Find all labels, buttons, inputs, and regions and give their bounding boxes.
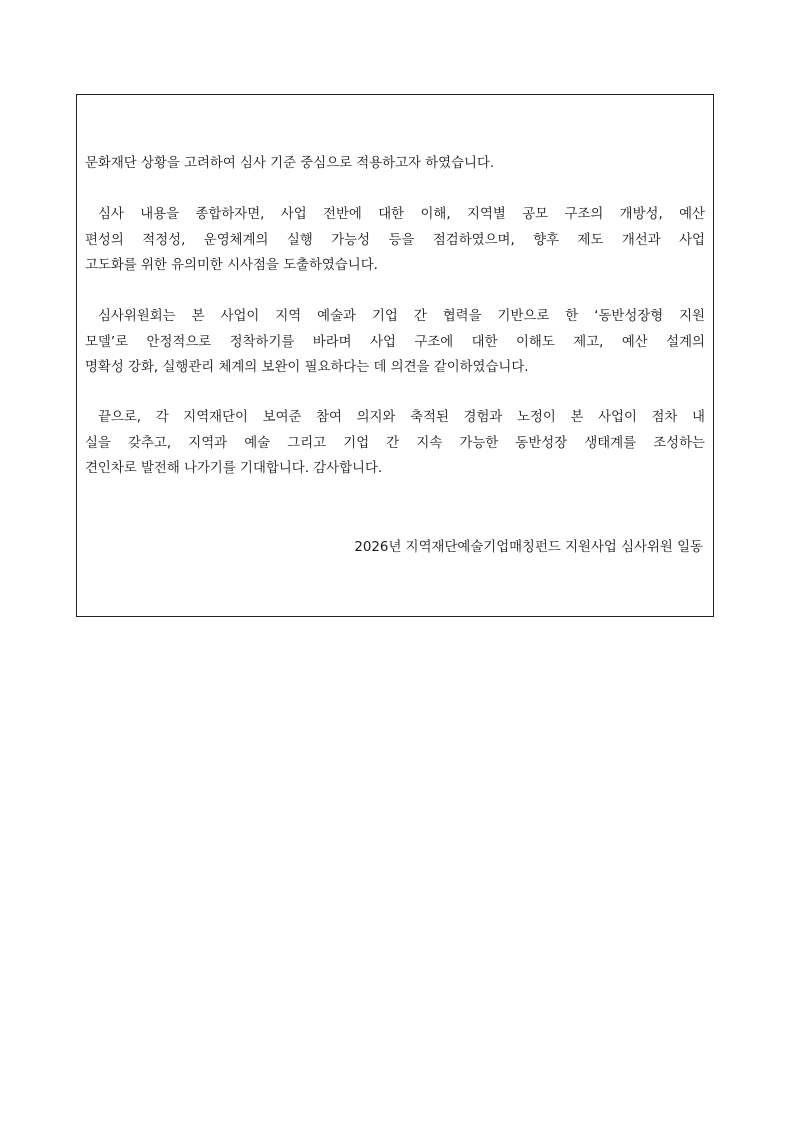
document-box <box>76 94 714 617</box>
paragraph-line: 심사 내용을 종합하자면, 사업 전반에 대한 이해, 지역별 공모 구조의 개방성, 예산 <box>98 207 705 222</box>
paragraph-line: 고도화를 위한 유의미한 시사점을 도출하였습니다. <box>85 258 378 273</box>
paragraph-line: 명확성 강화, 실행관리 체계의 보완이 필요하다는 데 의견을 같이하였습니다. <box>85 360 529 375</box>
paragraph-line: 모델’로 안정적으로 정착하기를 바라며 사업 구조에 대한 이해도 제고, 예산 설계의 <box>85 334 705 350</box>
signature-line: 2026년 지역재단예술기업매칭펀드 지원사업 심사위원 일동 <box>354 540 703 555</box>
paragraph-line: 실을 갖추고, 지역과 예술 그리고 기업 간 지속 가능한 동반성장 생태계를 조성하는 <box>85 435 705 451</box>
paragraph-4 <box>85 405 705 482</box>
paragraph-line: 견인차로 발전해 나가기를 기대합니다. 감사합니다. <box>85 461 383 476</box>
paragraph-3 <box>85 304 705 381</box>
paragraph-line: 문화재단 상황을 고려하여 심사 기준 중심으로 적용하고자 하였습니다. <box>85 156 495 171</box>
paragraph-line: 심사위원회는 본 사업이 지역 예술과 기업 간 협력을 기반으로 한 ‘동반성장형 지원 <box>98 309 705 324</box>
paragraph-2 <box>85 202 705 279</box>
paragraph-line: 편성의 적정성, 운영체계의 실행 가능성 등을 점검하였으며, 향후 제도 개선과 사업 <box>85 232 705 248</box>
paragraph-1 <box>85 151 705 177</box>
paragraph-line: 끝으로, 각 지역재단이 보여준 참여 의지와 축적된 경험과 노정이 본 사업이 점차 내 <box>98 410 705 425</box>
